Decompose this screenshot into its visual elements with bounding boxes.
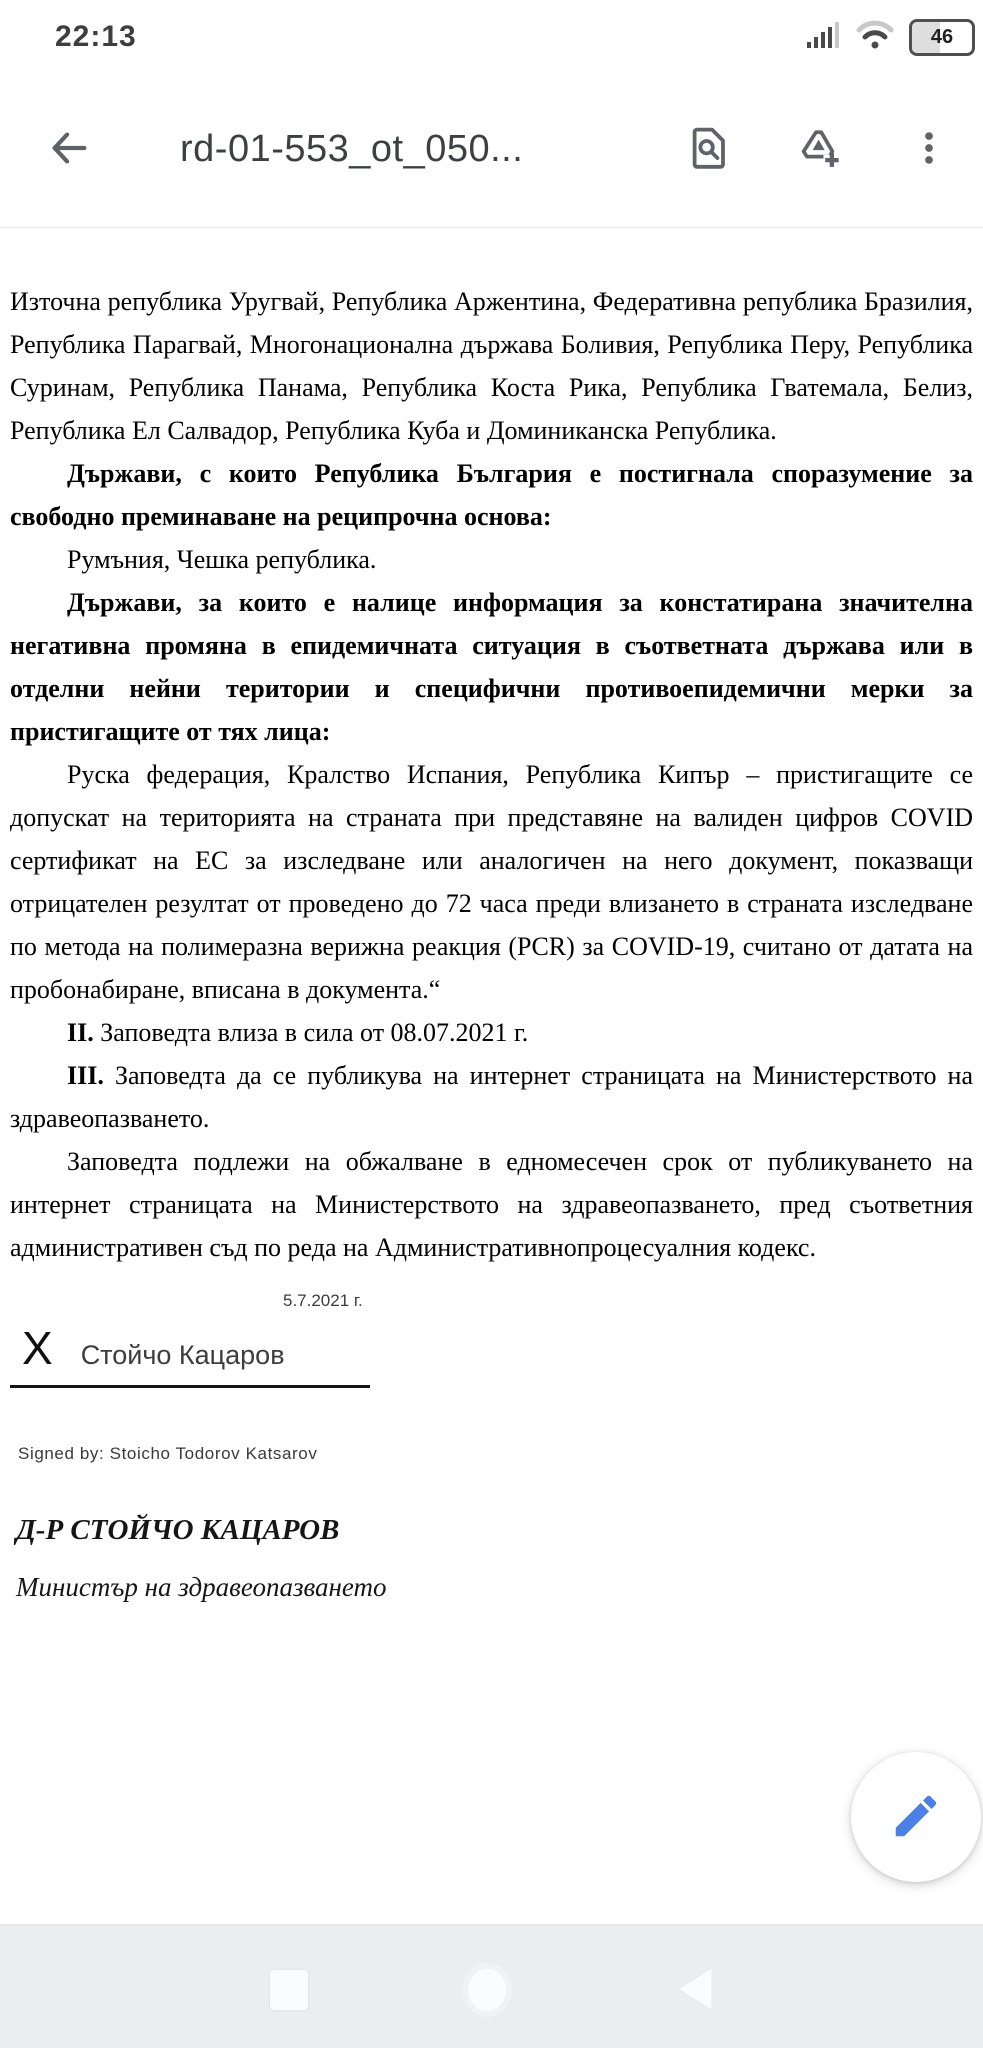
- status-icons: [805, 19, 969, 56]
- paragraph-appeal: Заповедта подлежи на обжалване в едномесечен срок от публикуването на интернет страницата на Министерството на здравеопазването, пред съответния административен съд по реда на Административнопроцесуалния кодекс.: [10, 1147, 973, 1262]
- item-ii-text: Заповедта влиза в сила от 08.07.2021 г.: [100, 1018, 529, 1047]
- back-button[interactable]: [45, 126, 93, 174]
- android-nav-bar: [0, 1924, 983, 2048]
- battery-percent: 46: [930, 25, 954, 48]
- document-page: [0, 229, 983, 1609]
- back-nav-button[interactable]: [672, 1965, 716, 2013]
- status-bar: [0, 0, 983, 64]
- paragraph-russia-spain-cyprus: Руска федерация, Кралство Испания, Република Кипър – пристигащите се допускат на територията на страната при представяне на валиден цифров COVID сертификат на ЕС за изследване или аналогичен на него документ, показващи отрицателен резултат от проведено до 72 часа преди влизането в страната изследване по метода на полимеразна верижна реакция (PCR) за COVID-19, считано от датата на пробонабиране, вписана в документа.“: [10, 760, 973, 1004]
- item-iii: [10, 1054, 973, 1140]
- back-triangle-icon: [672, 2001, 716, 2016]
- signal-strength-icon: [805, 20, 841, 55]
- find-in-document-icon: [685, 124, 733, 175]
- more-options-button[interactable]: [905, 126, 953, 174]
- clock: 22:13: [55, 20, 137, 53]
- edit-fab-button[interactable]: [851, 1752, 981, 1882]
- signature-date: 5.7.2021 г.: [283, 1291, 363, 1310]
- app-bar-actions: [685, 126, 953, 174]
- battery-icon: [909, 19, 969, 56]
- app-bar: [0, 64, 983, 228]
- signature-x-mark: X: [22, 1322, 53, 1374]
- minister-name: Д-Р СТОЙЧО КАЦАРОВ: [16, 1514, 340, 1546]
- wifi-icon: [856, 20, 894, 55]
- signature-signer-name: Стойчо Кацаров: [80, 1340, 285, 1370]
- home-button[interactable]: [462, 1963, 512, 2017]
- add-to-drive-button[interactable]: [795, 126, 843, 174]
- heading-reciprocal-agreement: Държави, с които Република България е постигнала споразумение за свободно преминаване на реципрочна основа:: [10, 459, 973, 531]
- minister-role: Министър на здравеопазването: [16, 1572, 387, 1602]
- signature-line: [10, 1322, 370, 1388]
- signed-by-label: Signed by: Stoicho Todorov Katsarov: [18, 1444, 318, 1463]
- add-to-drive-icon: [794, 123, 844, 176]
- item-iii-text: Заповедта да се публикува на интернет страницата на Министерството на здравеопазването.: [10, 1061, 973, 1133]
- back-arrow-icon: [46, 125, 92, 174]
- paragraph-romania-czech: Румъния, Чешка република.: [67, 545, 377, 574]
- edit-pencil-icon: [889, 1789, 943, 1846]
- find-in-document-button[interactable]: [685, 126, 733, 174]
- recents-button[interactable]: [269, 1969, 309, 2011]
- more-vert-icon: [907, 126, 951, 173]
- item-ii: [10, 1011, 973, 1054]
- paragraph-countries-list: Източна република Уругвай, Република Аржентина, Федеративна република Бразилия, Република Парагвай, Многонационална държава Боливия, Република Перу, Република Суринам, Република Панама, Република Коста Рика, Република Гватемала, Белиз, Република Ел Салвадор, Република Куба и Доминиканска Република.: [10, 287, 973, 445]
- item-iii-number: III.: [67, 1061, 104, 1090]
- item-ii-number: II.: [67, 1018, 94, 1047]
- document-title: rd-01-553_ot_050...: [180, 128, 524, 170]
- heading-negative-change: Държави, за които е налице информация за констатирана значителна негативна промяна в епидемичната ситуация в съответната държава или в отделни нейни територии и специфични противоепидемични мерки за пристигащите от тях лица:: [10, 588, 973, 746]
